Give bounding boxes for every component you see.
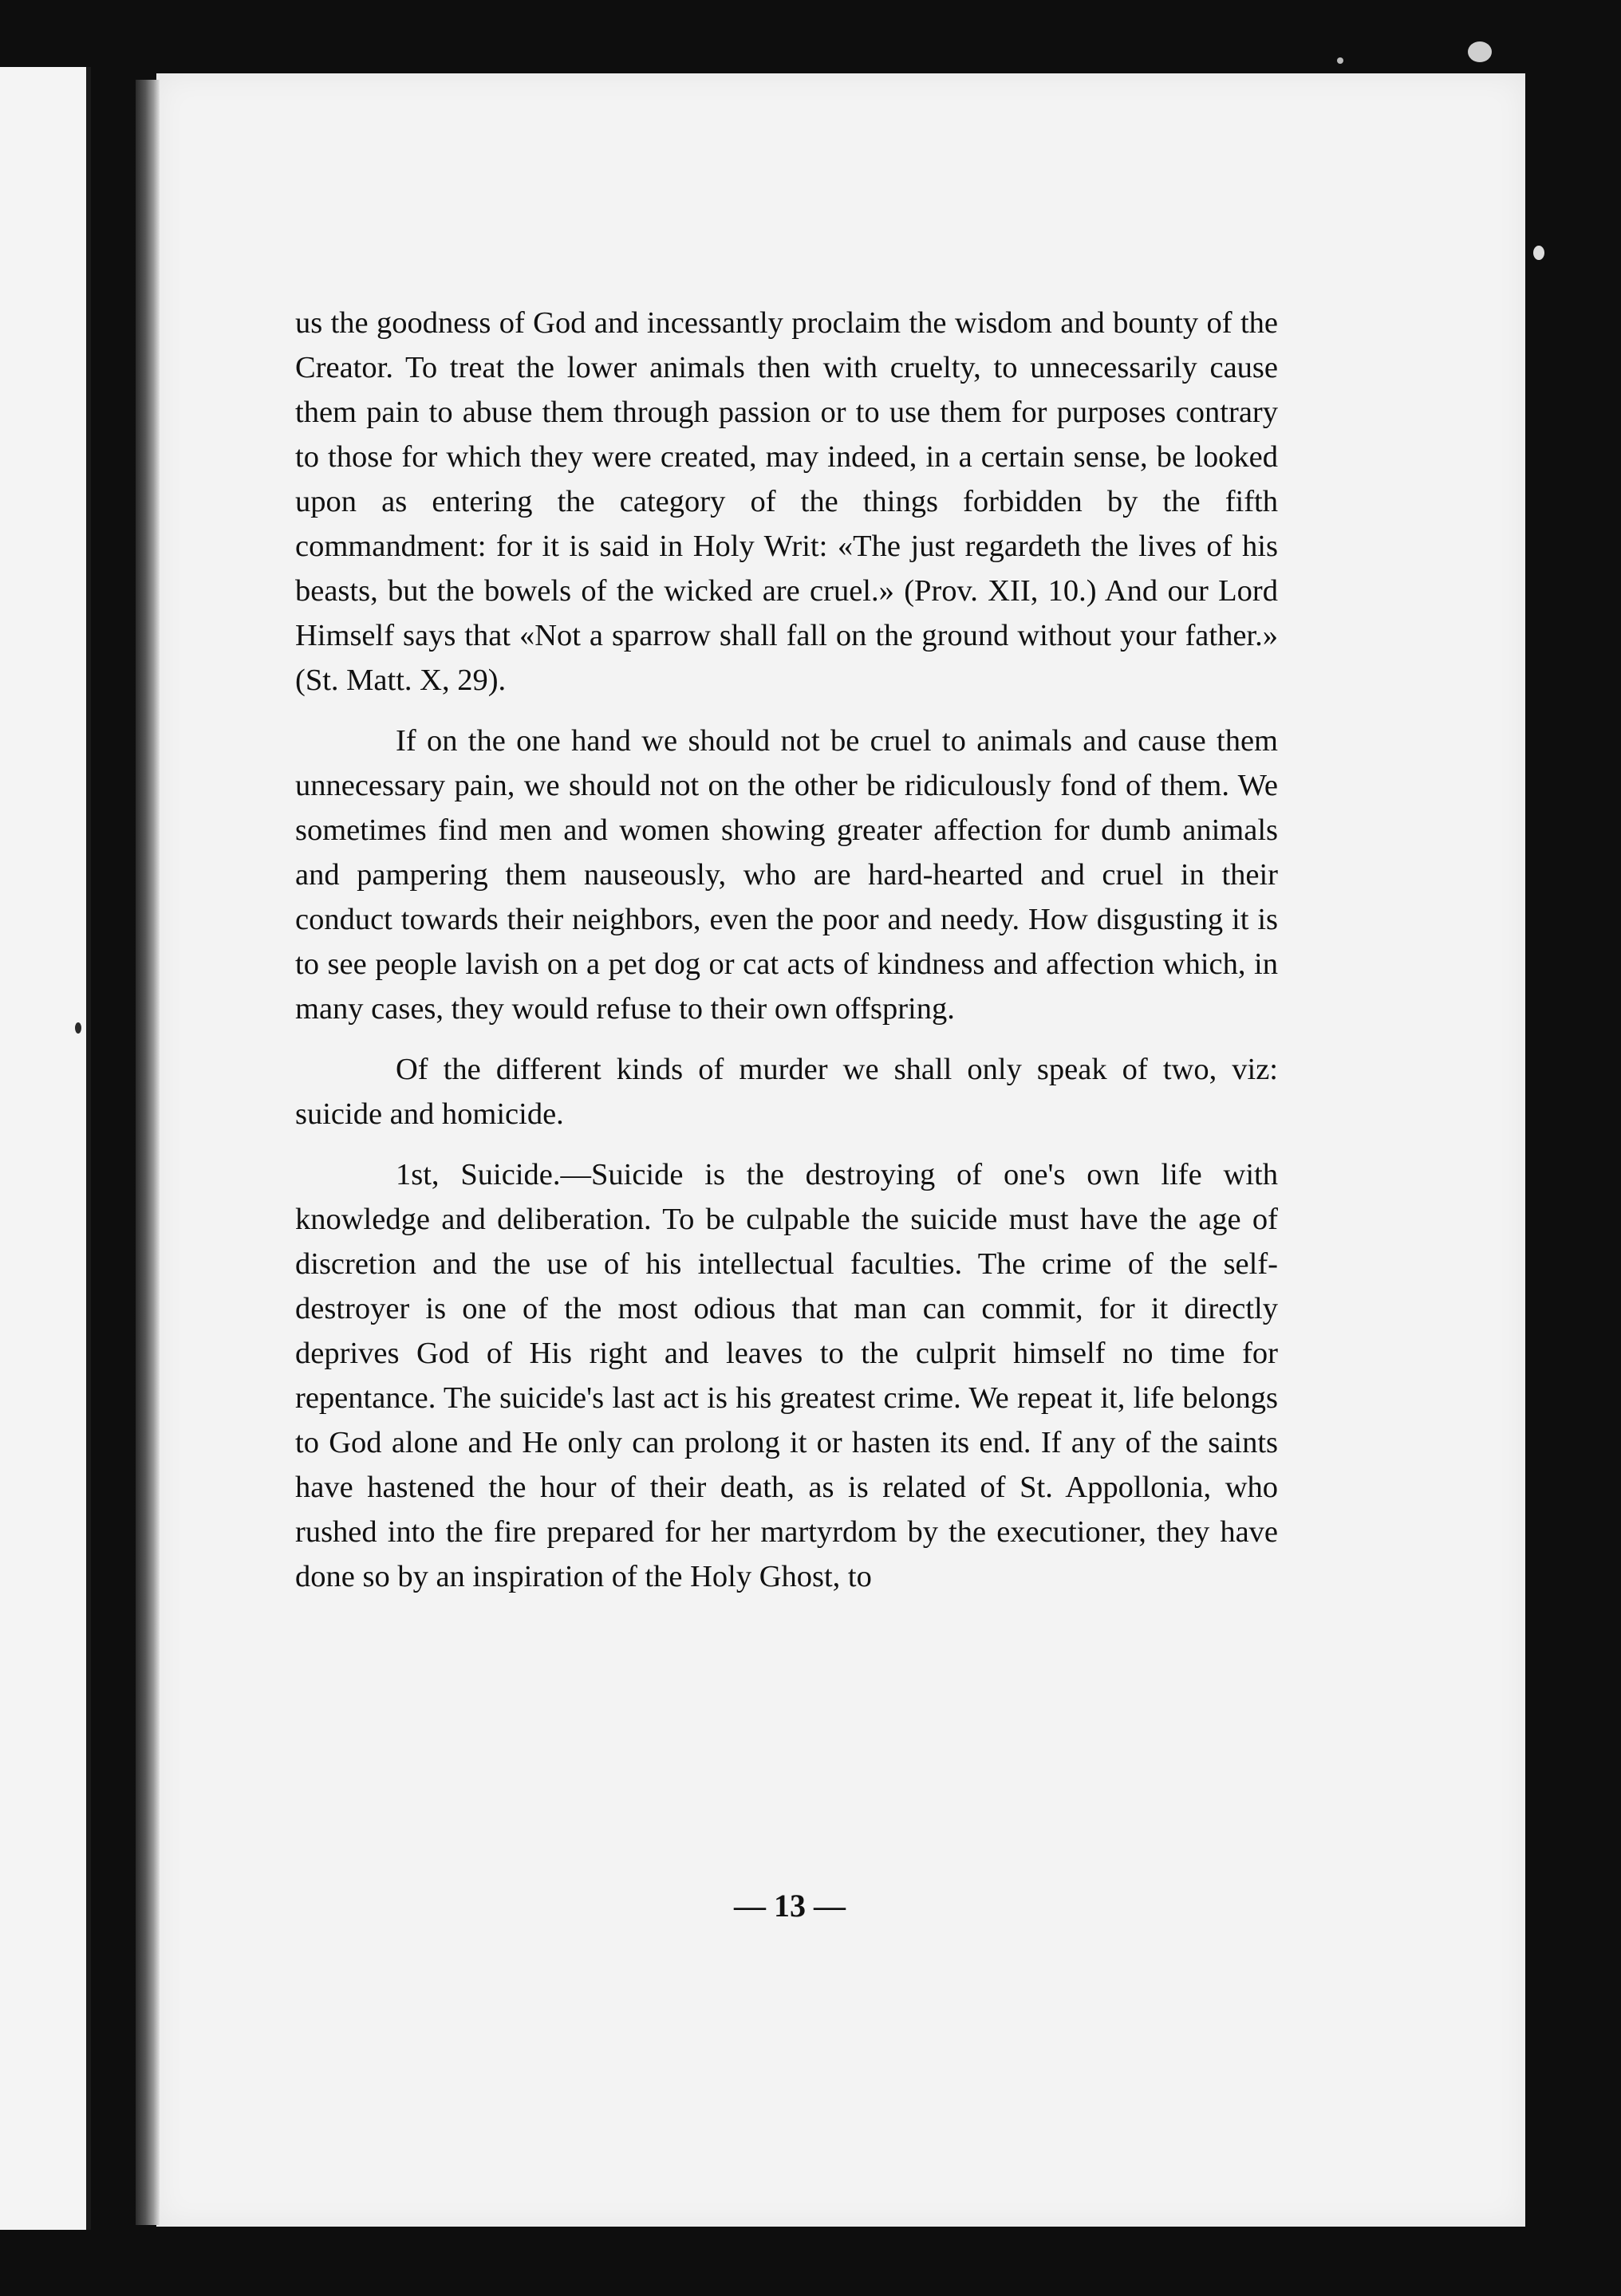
scan-speck (1533, 246, 1544, 260)
paragraph-1: us the goodness of God and incessantly proclaim the wisdom and bounty of the Creator. To treat the lower animals then with cruelty, to unnecessarily cause them pain to abuse them through passion or to use them for purposes contrary to those for which they were created, may indeed, in a certain sense, be looked upon as entering the category of the things forbidden by the fifth commandment: for it is said in Holy Writ: «The just regardeth the lives of his beasts, but the bowels of the wicked are cruel.» (Prov. XII, 10.) And our Lord Himself says that «Not a sparrow shall fall on the ground without your father.» (St. Matt. X, 29). (295, 306, 1278, 697)
left-page-fragment (0, 67, 88, 2230)
page-number: — 13 — (734, 1888, 846, 1924)
scan-speck (1468, 41, 1492, 62)
paragraph-3: Of the different kinds of murder we shall only speak of two, viz: suicide and homicide. (295, 1053, 1278, 1131)
body-text (295, 301, 1278, 1599)
scan-speck (1337, 57, 1343, 64)
paragraph-4: 1st, Suicide.—Suicide is the destroying of one's own life with knowledge and deliberation. To be culpable the suicide must have the age of discretion and the use of his intellectual faculties. The crime of the self-destroyer is one of the most odious that man can commit, for it directly deprives God of His right and leaves to the culprit himself no time for repentance. The suicide's last act is his greatest crime. We repeat it, life belongs to God alone and He only can prolong it or hasten its end. If any of the saints have hastened the hour of their death, as is related of St. Appollonia, who rushed into the fire prepared for her martyrdom by the executioner, they have done so by an inspiration of the Holy Ghost, to (295, 1158, 1278, 1593)
left-page-edge (86, 67, 91, 2230)
scan-speck (75, 1022, 81, 1034)
gutter-shadow (136, 80, 160, 2225)
paragraph-2: If on the one hand we should not be cruel to animals and cause them unnecessary pain, we should not on the other be ridiculously fond of them. We sometimes find men and women showing greater affection for dumb animals and pampering them nauseously, who are hard-hearted and cruel in their conduct towards their neighbors, even the poor and needy. How disgusting it is to see people lavish on a pet dog or cat acts of kindness and affection which, in many cases, they would refuse to their own offspring. (295, 724, 1278, 1026)
